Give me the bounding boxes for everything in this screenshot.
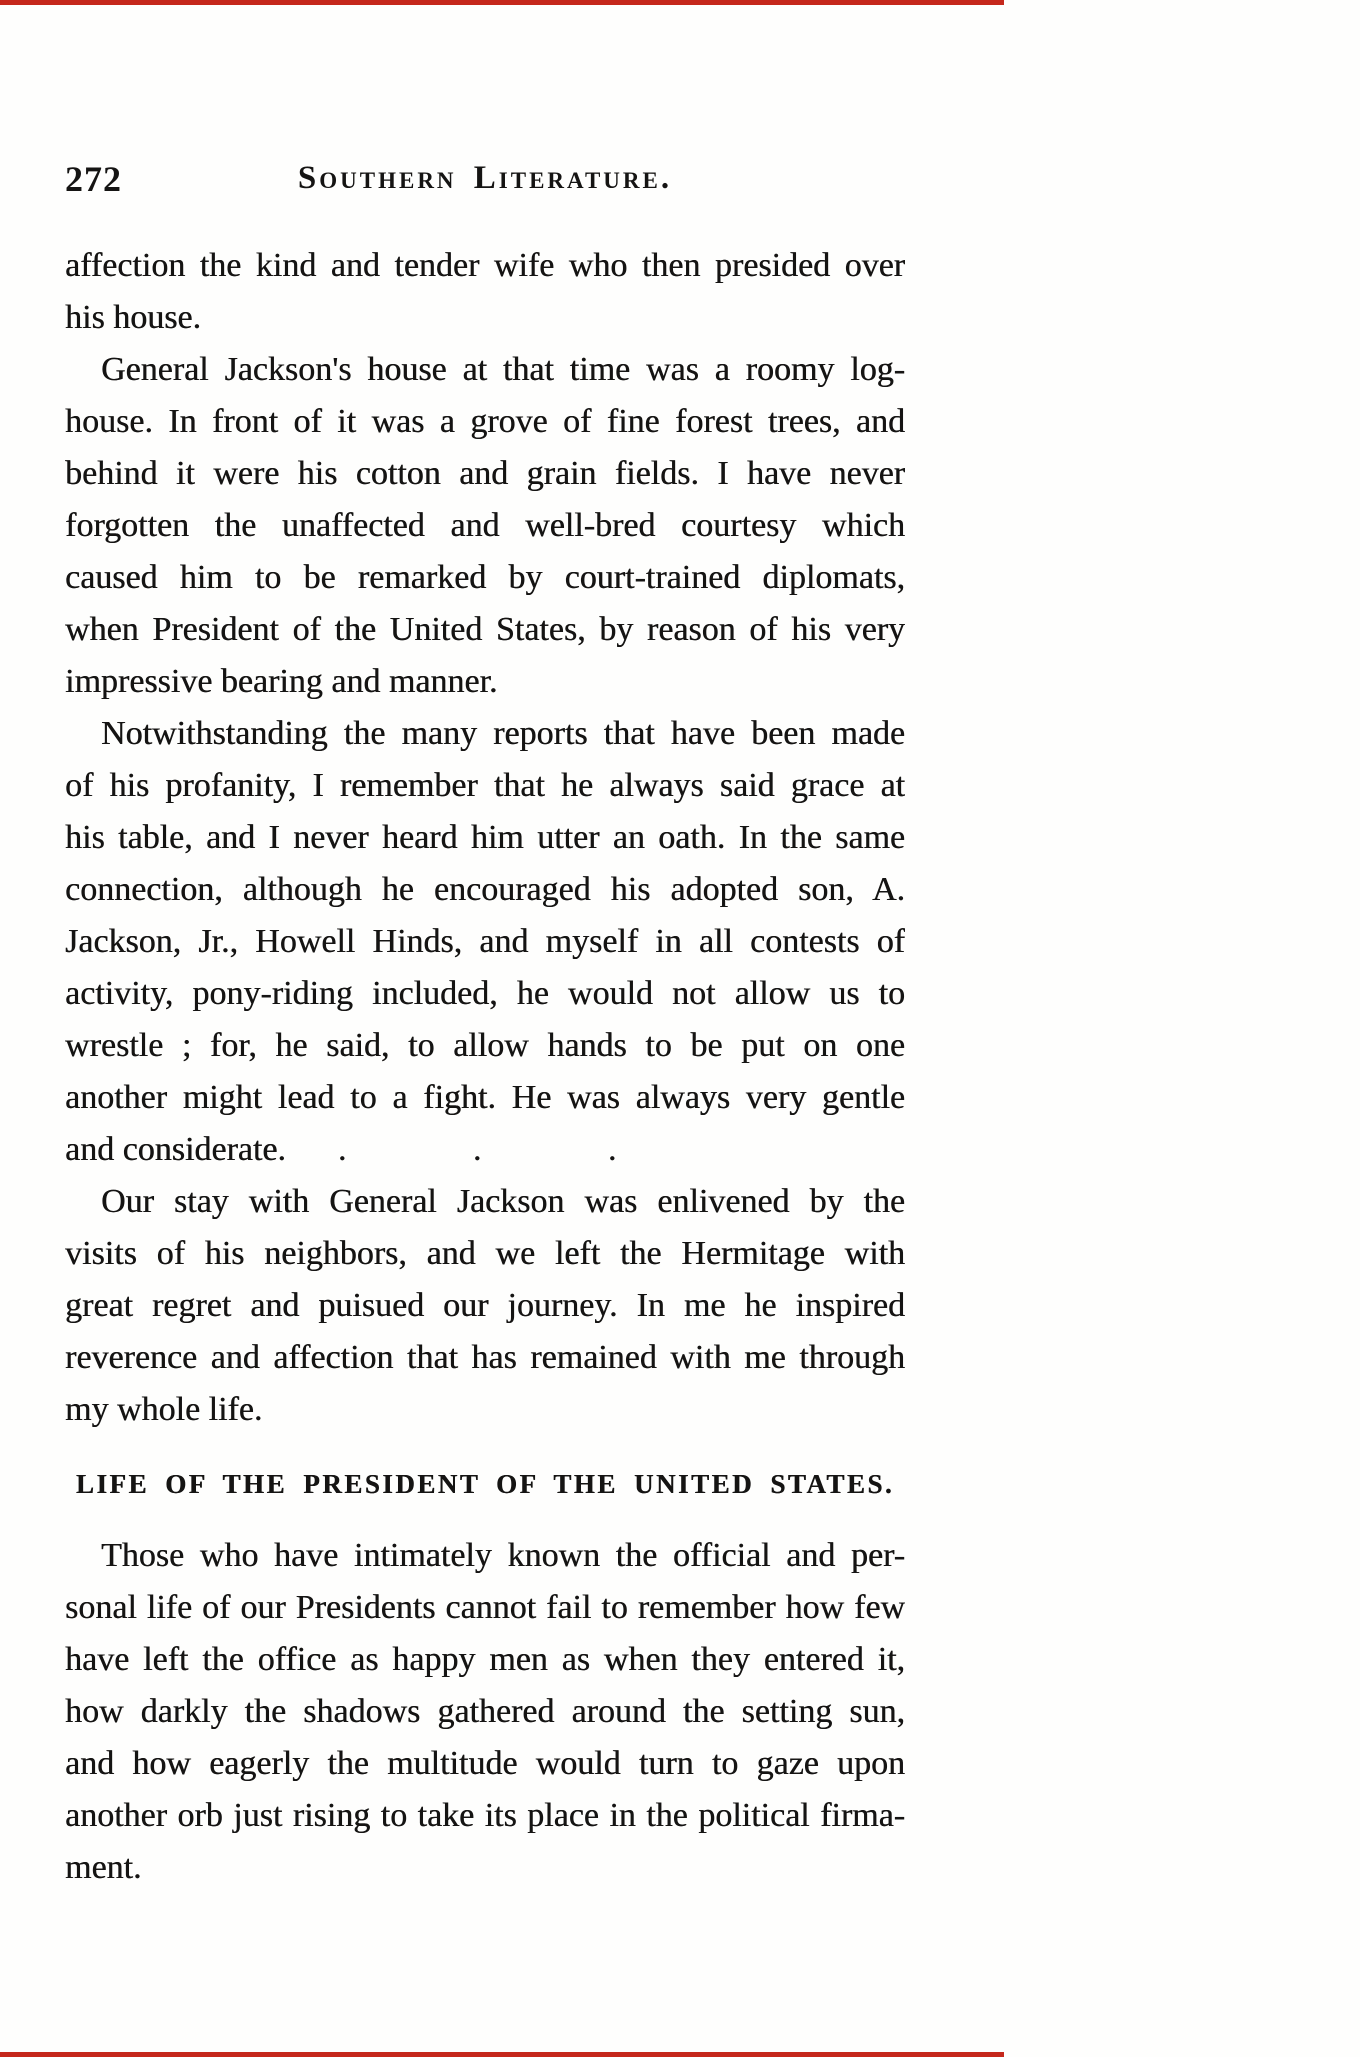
text-line-fragment: and considerate. bbox=[65, 1131, 286, 1168]
text-line: of his profanity, I remember that he always said grace at bbox=[65, 767, 905, 804]
text-line: have left the office as happy men as when they entered it, bbox=[65, 1641, 905, 1678]
paragraph-5 bbox=[65, 1530, 905, 1894]
text-line: impressive bearing and manner. bbox=[65, 663, 498, 700]
text-line: Our stay with General Jackson was enlivened by the bbox=[101, 1183, 905, 1220]
text-line: behind it were his cotton and grain fields. I have never bbox=[65, 455, 905, 492]
text-line: sonal life of our Presidents cannot fail to remember how few bbox=[65, 1589, 905, 1626]
text-line: his house. bbox=[65, 299, 201, 336]
text-line bbox=[65, 1124, 905, 1176]
text-line: Those who have intimately known the official and per- bbox=[101, 1537, 905, 1574]
paragraph-4 bbox=[65, 1176, 905, 1436]
scan-edge-bar-bottom bbox=[0, 2052, 1004, 2057]
text-line: house. In front of it was a grove of fine forest trees, and bbox=[65, 403, 905, 440]
text-line: affection the kind and tender wife who then presided over bbox=[65, 247, 905, 284]
text-line: General Jackson's house at that time was a roomy log- bbox=[101, 351, 905, 388]
text-line: caused him to be remarked by court-trained diplomats, bbox=[65, 559, 905, 596]
text-line: visits of his neighbors, and we left the Hermitage with bbox=[65, 1235, 905, 1272]
body-text bbox=[65, 240, 905, 1894]
paragraph-2 bbox=[65, 344, 905, 708]
text-line: another orb just rising to take its place in the political firma- bbox=[65, 1797, 905, 1834]
text-line: Notwithstanding the many reports that have been made bbox=[101, 715, 905, 752]
running-title: Southern Literature. bbox=[297, 160, 673, 196]
page-text-column bbox=[65, 0, 905, 1894]
text-line: connection, although he encouraged his adopted son, A. bbox=[65, 871, 905, 908]
section-heading: LIFE OF THE PRESIDENT OF THE UNITED STATES. bbox=[75, 1469, 895, 1499]
text-line: reverence and affection that has remained with me through bbox=[65, 1339, 905, 1376]
text-line: wrestle ; for, he said, to allow hands to be put on one bbox=[65, 1027, 905, 1064]
text-line: his table, and I never heard him utter an oath. In the same bbox=[65, 819, 905, 856]
text-line: forgotten the unaffected and well-bred courtesy which bbox=[65, 507, 905, 544]
text-line: and how eagerly the multitude would turn to gaze upon bbox=[65, 1745, 905, 1782]
paragraph-3 bbox=[65, 708, 905, 1176]
text-line: how darkly the shadows gathered around the setting sun, bbox=[65, 1693, 905, 1730]
paragraph-1 bbox=[65, 240, 905, 344]
text-line: another might lead to a fight. He was always very gentle bbox=[65, 1079, 905, 1116]
text-line: ment. bbox=[65, 1849, 142, 1886]
text-line: my whole life. bbox=[65, 1391, 263, 1428]
text-line: when President of the United States, by reason of his very bbox=[65, 611, 905, 648]
ellipsis-dots: . . . bbox=[337, 1131, 617, 1168]
text-line: great regret and puisued our journey. In me he inspired bbox=[65, 1287, 905, 1324]
running-header bbox=[65, 158, 905, 202]
text-line: Jackson, Jr., Howell Hinds, and myself in all contests of bbox=[65, 923, 905, 960]
page-number: 272 bbox=[65, 159, 122, 199]
text-line: activity, pony-riding included, he would not allow us to bbox=[65, 975, 905, 1012]
